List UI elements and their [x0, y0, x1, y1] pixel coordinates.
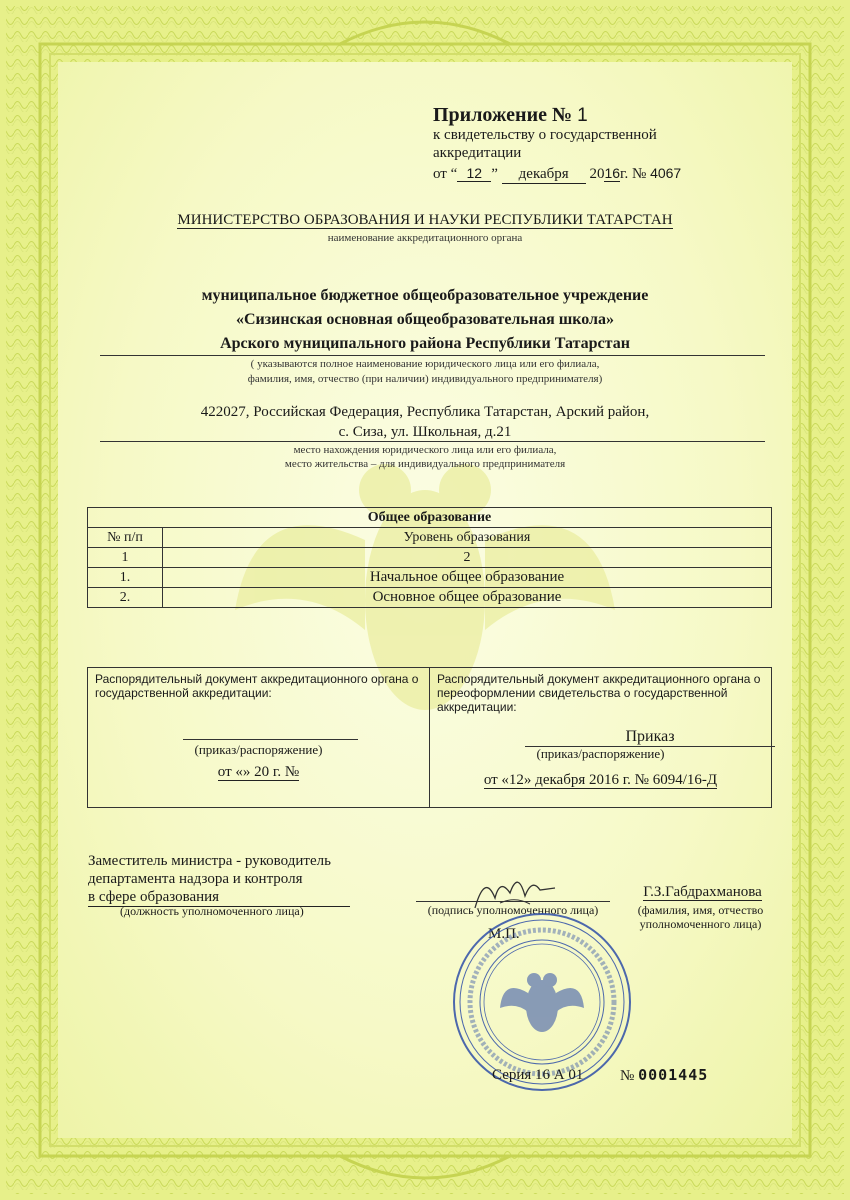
date-day: 12	[457, 165, 491, 182]
table-index-row	[88, 548, 772, 568]
authority-name: МИНИСТЕРСТВО ОБРАЗОВАНИЯ И НАУКИ РЕСПУБЛИКИ ТАТАРСТАН	[177, 212, 673, 228]
table-row	[88, 588, 772, 608]
certificate-date-line: от “ 12 ” декабря 2016г. № 4067	[433, 165, 682, 182]
row-num: 2.	[88, 588, 163, 608]
row-num: 1.	[88, 568, 163, 588]
index-num: 1	[88, 548, 163, 568]
signature-caption: (подпись уполномоченного лица)	[427, 903, 599, 917]
column-header-level: Уровень образования	[163, 528, 772, 548]
original-accreditation-cell	[88, 668, 430, 808]
appendix-number: 1	[577, 105, 588, 126]
index-level: 2	[163, 548, 772, 568]
authority-caption: наименование аккредитационного органа	[327, 232, 523, 244]
official-position: Заместитель министра - руководитель департамента надзора и контроля в сфере образования	[88, 852, 350, 907]
reissue-doc-caption: (приказ/распоряжение)	[536, 746, 665, 761]
table-header-row	[88, 528, 772, 548]
original-doc-caption: (приказ/распоряжение)	[194, 742, 323, 757]
reissue-doc-title: Распорядительный документ аккредитационного органа о переоформлении свидетельства о государственной аккредитации:	[437, 672, 761, 714]
original-doc-type-line	[183, 739, 358, 740]
original-doc-title: Распорядительный документ аккредитационного органа о государственной аккредитации:	[95, 672, 419, 700]
cert-number: 4067	[650, 165, 682, 181]
table-row	[88, 568, 772, 588]
education-levels-table	[87, 507, 772, 608]
organization-caption: ( указываются полное наименование юридического лица или его филиала, фамилия, имя, отчество (при наличии) индивидуального предпринимателя)	[247, 358, 603, 385]
reissue-doc-date: от «12» декабря 2016 г. № 6094/16-Д	[483, 772, 718, 788]
row-level: Начальное общее образование	[163, 568, 772, 588]
accreditation-documents-table	[87, 667, 772, 808]
original-doc-date: от «» 20 г. №	[217, 764, 300, 780]
signature-line	[416, 901, 610, 902]
official-name: Г.З.Габдрахманова	[643, 884, 762, 900]
row-level: Основное общее образование	[163, 588, 772, 608]
position-caption: (должность уполномоченного лица)	[120, 904, 304, 918]
appendix-title: Приложение № 1	[433, 104, 588, 126]
address-rule	[100, 441, 765, 442]
form-number-value: 0001445	[638, 1066, 709, 1084]
column-header-num: № п/п	[88, 528, 163, 548]
address-caption: место нахождения юридического лица или его филиала, место жительства – для индивидуального предпринимателя	[284, 444, 566, 470]
table-title: Общее образование	[88, 508, 772, 528]
appendix-reference: к свидетельству о государственной аккредитации	[433, 127, 657, 161]
seal-place-mark: М.П.	[488, 926, 520, 942]
name-caption: (фамилия, имя, отчество уполномоченного лица)	[637, 903, 764, 931]
organization-address: 422027, Российская Федерация, Республика Татарстан, Арский район, с. Сиза, ул. Школьная, д.21	[200, 404, 650, 440]
date-year: 16	[604, 165, 621, 181]
date-month: декабря	[502, 166, 586, 184]
table-title-row	[88, 508, 772, 528]
form-series: Серия 16 А 01	[492, 1067, 584, 1083]
reissue-accreditation-cell	[430, 668, 772, 808]
reissue-doc-type: Приказ	[525, 728, 775, 747]
form-number: № 0001445	[620, 1066, 709, 1084]
organization-rule	[100, 355, 765, 356]
organization-name: муниципальное бюджетное общеобразовательное учреждение «Сизинская основная общеобразовательная школа» Арского муниципального района Республики Татарстан	[201, 287, 649, 352]
